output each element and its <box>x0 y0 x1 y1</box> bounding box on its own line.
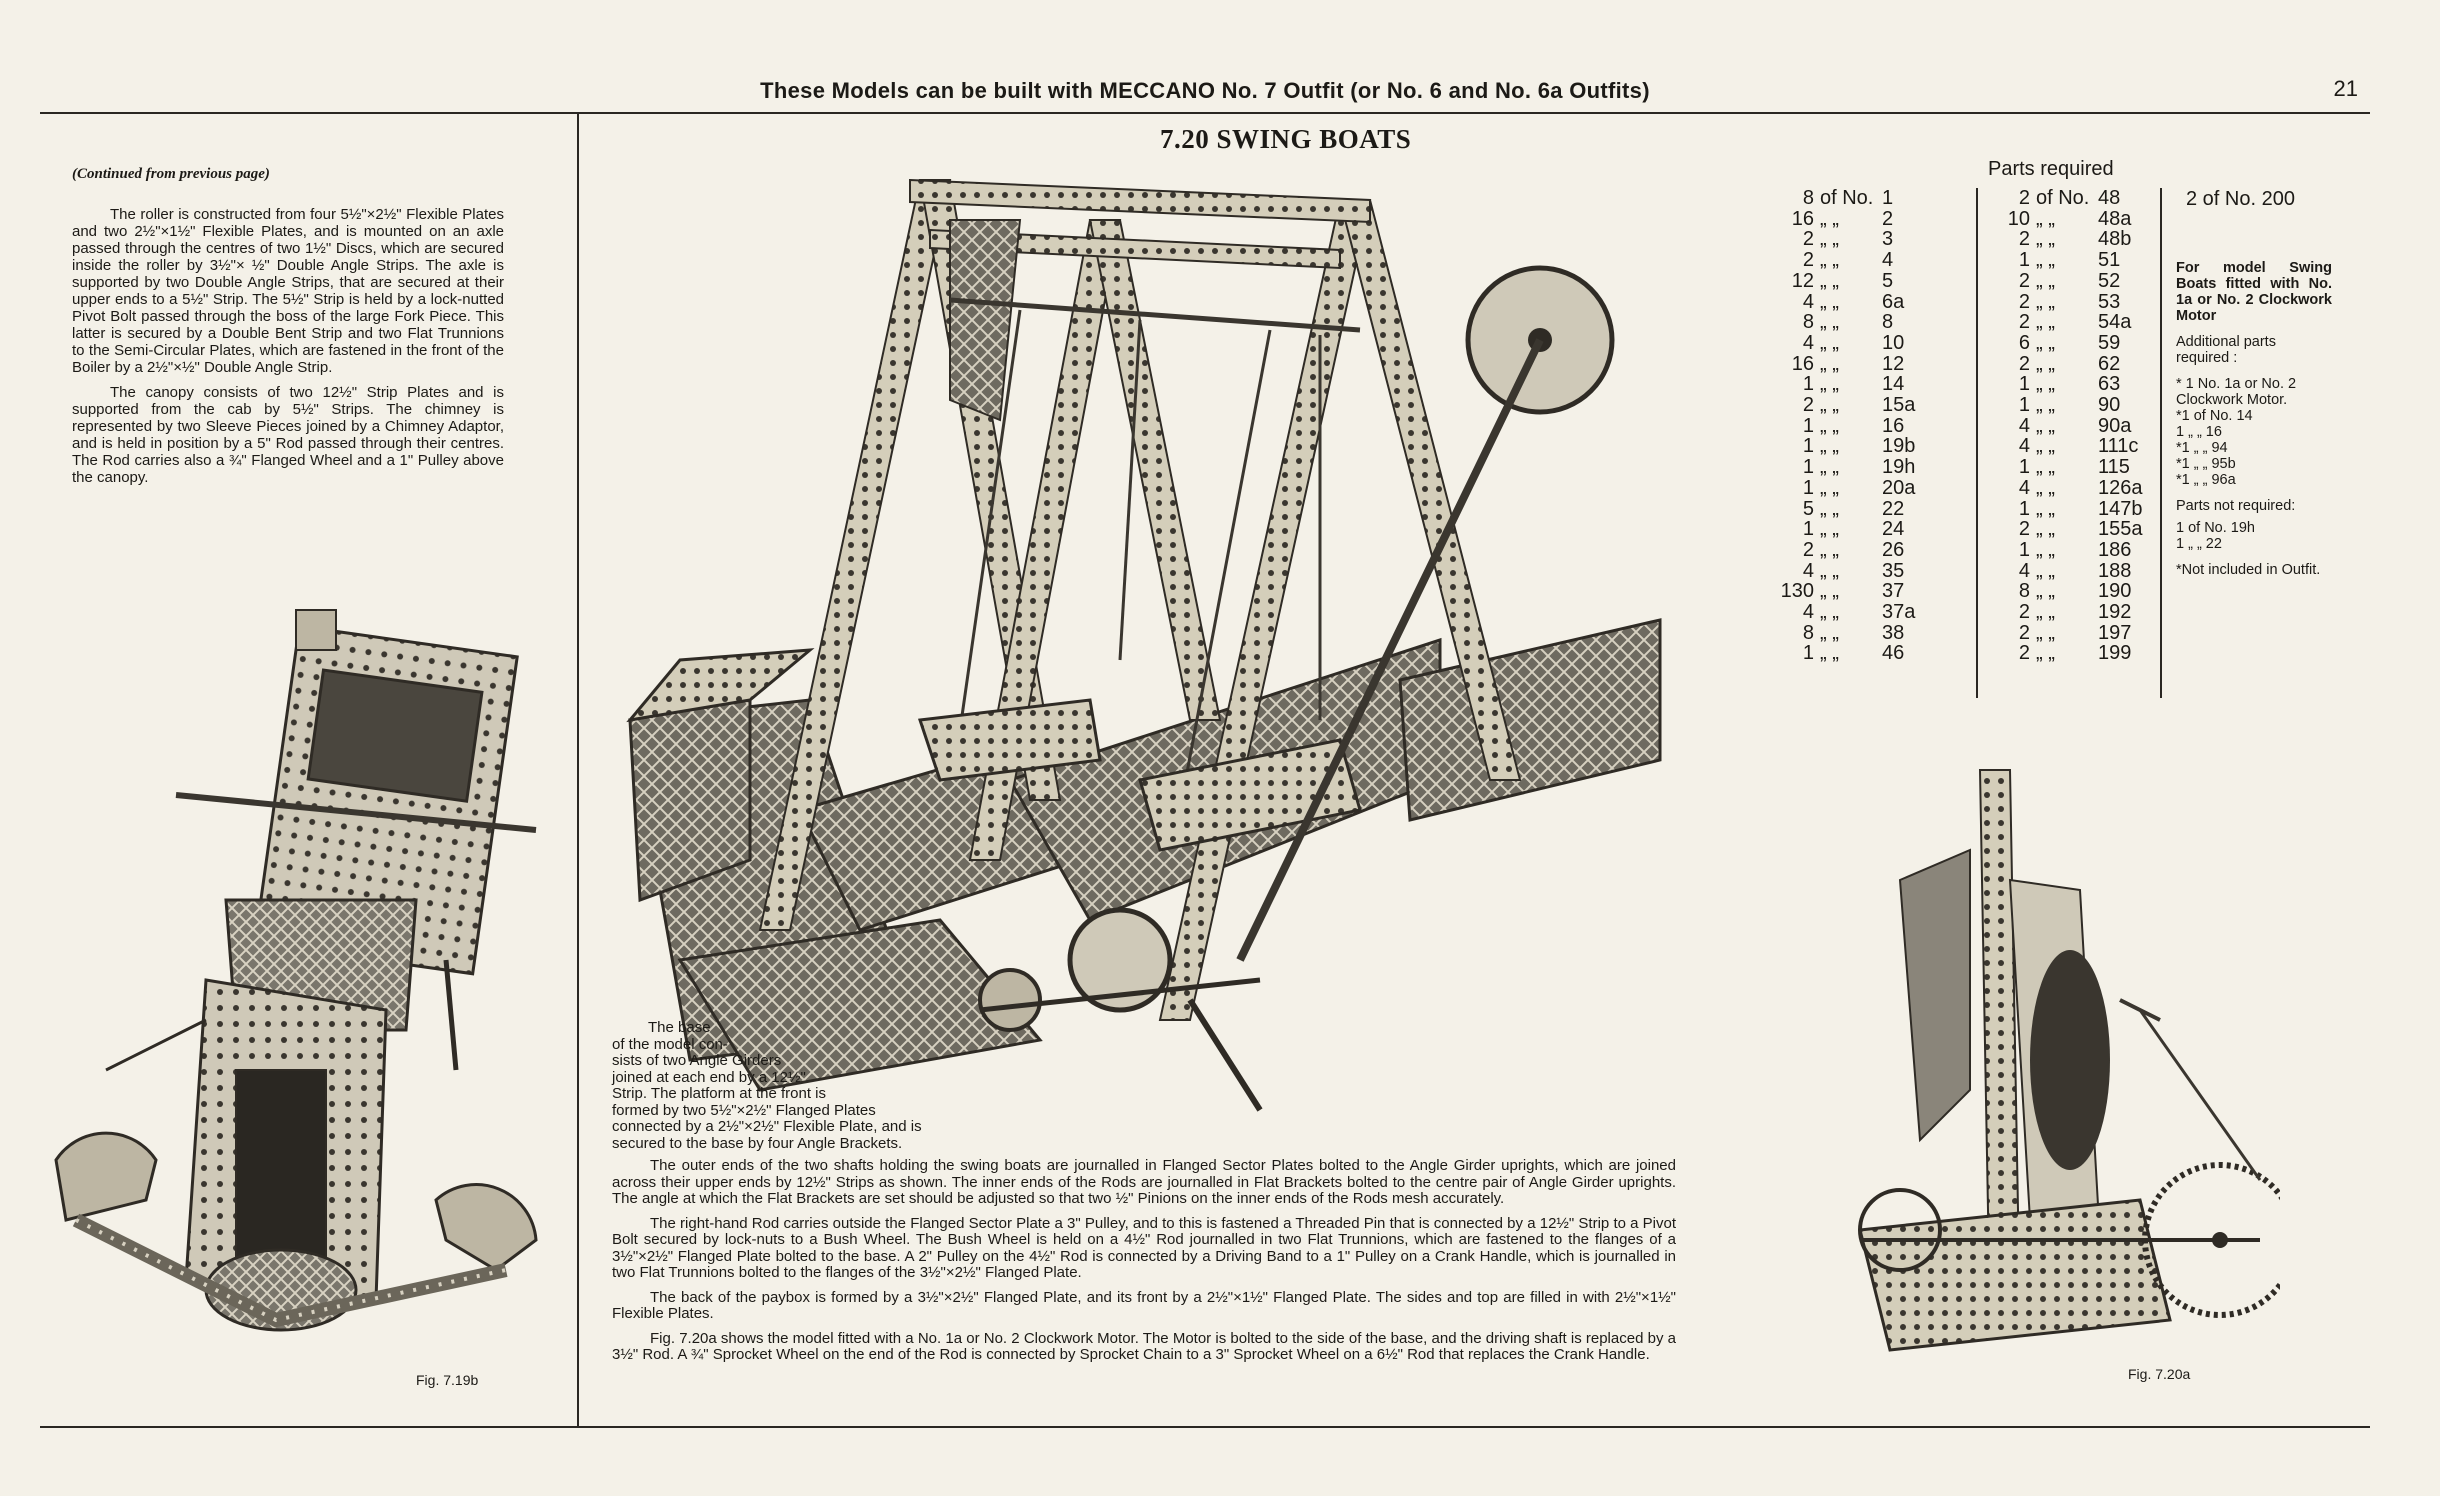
parts-of: „ „ <box>1820 331 1839 354</box>
parts-of: „ „ <box>1820 373 1839 396</box>
parts-qty: 8 <box>1802 311 1814 334</box>
parts-num: 37 <box>1882 580 1905 603</box>
parts-of: of No. <box>1820 187 1874 209</box>
caption-line: Strip. The platform at the front is <box>612 1085 826 1102</box>
parts-of: „ „ <box>1820 538 1839 561</box>
parts-row <box>1770 581 1934 602</box>
parts-of: of No. <box>2036 187 2090 209</box>
parts-qty: 4 <box>1802 290 1814 313</box>
parts-of: „ „ <box>2036 290 2055 313</box>
parts-qty: 1 <box>2018 373 2030 396</box>
parts-row <box>1770 333 1934 354</box>
parts-row <box>1986 623 2150 644</box>
parts-num: 90a <box>2098 414 2132 437</box>
parts-qty: 6 <box>2018 331 2030 354</box>
paragraph: Fig. 7.20a shows the model fitted with a No. 1a or No. 2 Clockwork Motor. The Motor is bolted to the side of the base, and the driving shaft is replaced by a 3½" Rod. A ¾" Sprocket Wheel on the end of the Rod is connected by Sprocket Chain to a 3" Sprocket Wheel on a 6½" Rod that replaces the Crank Handle. <box>612 1329 1676 1363</box>
parts-of: „ „ <box>2036 228 2055 251</box>
parts-row <box>1770 271 1934 292</box>
parts-of: „ „ <box>1820 290 1839 313</box>
parts-num: 197 <box>2098 621 2132 644</box>
parts-of: „ „ <box>1820 621 1839 644</box>
parts-num: 48a <box>2098 207 2132 230</box>
parts-note-line: * 1 No. 1a or No. 2 <box>2176 376 2297 392</box>
parts-num: 2 <box>1882 207 1894 230</box>
parts-num: 126a <box>2098 476 2143 499</box>
parts-row <box>1986 478 2150 499</box>
parts-num: 24 <box>1882 518 1905 541</box>
parts-qty: 2 <box>1802 538 1814 561</box>
motor-heading: For model Swing Boats fitted with No. 1a or No. 2 Clockwork Motor <box>2176 260 2332 324</box>
caption-line: sists of two Angle Girders <box>612 1052 782 1069</box>
parts-num: 48b <box>2098 228 2132 251</box>
parts-qty: 1 <box>1802 435 1814 458</box>
paragraph: The right-hand Rod carries outside the Flanged Sector Plate a 3" Pulley, and to this is fastened a Threaded Pin that is connected by a 12½" Strip to a Pivot Bolt secured by lock-nuts to a Bush Wheel. The Bush Wheel is held on a 4½" Rod journalled in two Flat Trunnions, which are fastened to the flanges of a 3½"×2½" Flanged Plate bolted to the base. A 2" Pulley on the 4½" Rod is connected by a Driving Band to a 1" Pulley on a Crank Handle, which is journalled in two Flat Trunnions bolted to the flanges of the 3½"×2½" Flanged Plate. <box>612 1214 1676 1281</box>
not-required-items <box>2176 520 2332 552</box>
parts-row <box>1770 374 1934 395</box>
parts-qty: 8 <box>2018 580 2030 603</box>
parts-of: „ „ <box>1820 311 1839 334</box>
parts-qty: 2 <box>2018 187 2030 209</box>
parts-row <box>1770 643 1934 664</box>
parts-note-line: 1 of No. 19h <box>2176 520 2255 536</box>
parts-row <box>1770 499 1934 520</box>
parts-of: „ „ <box>2036 456 2055 479</box>
parts-num: 186 <box>2098 538 2132 561</box>
parts-of: „ „ <box>2036 414 2055 437</box>
parts-of: „ „ <box>2036 518 2055 541</box>
parts-divider <box>1976 188 1978 698</box>
parts-num: 15a <box>1882 394 1916 417</box>
parts-qty: 2 <box>2018 601 2030 624</box>
parts-qty: 2 <box>2018 269 2030 292</box>
steam-roller-model-illustration <box>36 600 556 1340</box>
parts-num: 14 <box>1882 373 1905 396</box>
parts-of: „ „ <box>2036 331 2055 354</box>
parts-qty: 8 <box>1802 621 1814 644</box>
parts-num: 38 <box>1882 621 1905 644</box>
parts-of: „ „ <box>2036 435 2055 458</box>
parts-of: „ „ <box>2036 559 2055 582</box>
parts-num: 190 <box>2098 580 2132 603</box>
additional-items <box>2176 376 2332 488</box>
parts-qty: 130 <box>1780 580 1814 603</box>
parts-row <box>1770 354 1934 375</box>
parts-qty: 1 <box>1802 414 1814 437</box>
parts-num: 20a <box>1882 476 1916 499</box>
parts-of: „ „ <box>1820 249 1839 272</box>
parts-qty: 2 <box>2018 518 2030 541</box>
parts-num: 59 <box>2098 331 2121 354</box>
parts-num: 111c <box>2098 435 2139 458</box>
parts-of: „ „ <box>1820 497 1839 520</box>
parts-row <box>1986 643 2150 664</box>
parts-row <box>1770 436 1934 457</box>
parts-qty: 1 <box>1802 456 1814 479</box>
parts-of: „ „ <box>2036 373 2055 396</box>
parts-row <box>1986 499 2150 520</box>
parts-of: „ „ <box>1820 228 1839 251</box>
parts-note-line: 1 „ „ 16 <box>2176 424 2222 440</box>
parts-note-line: 1 „ „ 22 <box>2176 536 2222 552</box>
parts-num: 10 <box>1882 331 1905 354</box>
column-divider <box>577 114 579 1426</box>
parts-qty: 2 <box>2018 290 2030 313</box>
parts-of: „ „ <box>2036 207 2055 230</box>
parts-row <box>1986 188 2150 209</box>
parts-num: 115 <box>2098 456 2130 479</box>
parts-qty: 2 <box>2018 621 2030 644</box>
caption-line: formed by two 5½"×2½" Flanged Plates <box>612 1101 876 1119</box>
parts-of: „ „ <box>1820 269 1839 292</box>
caption-line: of the model con- <box>612 1035 728 1053</box>
parts-row <box>1770 561 1934 582</box>
parts-num: 12 <box>1882 352 1905 375</box>
parts-num: 35 <box>1882 559 1905 582</box>
parts-row <box>1770 519 1934 540</box>
parts-num: 52 <box>2098 269 2121 292</box>
parts-row <box>1770 623 1934 644</box>
parts-num: 48 <box>2098 187 2121 209</box>
parts-row <box>1986 540 2150 561</box>
parts-of: „ „ <box>2036 497 2055 520</box>
parts-qty: 1 <box>1802 518 1814 541</box>
continued-note: (Continued from previous page) <box>72 166 270 182</box>
base-caption <box>612 1020 982 1152</box>
parts-num: 4 <box>1882 249 1894 272</box>
swing-boats-model-illustration <box>620 160 1680 1120</box>
parts-qty: 2 <box>1802 249 1814 272</box>
figure-label: Fig. 7.19b <box>416 1372 479 1388</box>
parts-qty: 2 <box>1802 394 1814 417</box>
left-text-block <box>72 206 504 494</box>
parts-row <box>1986 581 2150 602</box>
parts-row <box>1770 395 1934 416</box>
parts-row <box>1770 209 1934 230</box>
parts-row <box>1986 354 2150 375</box>
parts-row <box>1986 395 2150 416</box>
parts-header: Parts required <box>1988 158 2114 180</box>
parts-num: 6a <box>1882 290 1905 313</box>
parts-row <box>1986 561 2150 582</box>
parts-row <box>1986 602 2150 623</box>
parts-num: 16 <box>1882 414 1905 437</box>
caption-line: connected by a 2½"×2½" Flexible Plate, and is <box>612 1118 922 1135</box>
parts-qty: 1 <box>1802 476 1814 499</box>
figure-label: Fig. 7.20a <box>2128 1366 2191 1382</box>
footer-rule <box>40 1426 2370 1428</box>
parts-num: 19b <box>1882 435 1916 458</box>
parts-qty: 1 <box>2018 249 2030 272</box>
parts-num: 46 <box>1882 642 1905 665</box>
parts-qty: 1 <box>2018 497 2030 520</box>
footnote: *Not included in Outfit. <box>2176 562 2321 578</box>
parts-of: „ „ <box>2036 476 2055 499</box>
parts-divider <box>2160 188 2162 698</box>
parts-row <box>1986 436 2150 457</box>
parts-note-line: *1 of No. 14 <box>2176 408 2253 424</box>
parts-row <box>1986 416 2150 437</box>
parts-num: 3 <box>1882 228 1894 251</box>
parts-qty: 2 <box>2018 311 2030 334</box>
parts-row <box>1986 519 2150 540</box>
parts-of: „ „ <box>1820 642 1839 665</box>
parts-qty: 1 <box>1802 642 1814 665</box>
parts-num: 22 <box>1882 497 1905 520</box>
paragraph: The outer ends of the two shafts holding the swing boats are journalled in Flanged Sector Plates bolted to the Angle Girder uprights, which are joined across their upper ends by 12½" Strips as shown. The inner ends of the Rods are journalled in Flat Brackets bolted to the centre pair of Angle Girder uprights. The angle at which the Flat Brackets are set should be adjusted so that two ½" Pinions on the inner ends of the Rods mesh accurately. <box>612 1157 1676 1207</box>
parts-num: 188 <box>2098 559 2132 582</box>
parts-num: 54a <box>2098 311 2132 334</box>
paragraph: The roller is constructed from four 5½"×2½" Flexible Plates and two 2½"×1½" Flexible Plates, and is mounted on an axle passed through the centres of two 1½" Discs, which are secured inside the roller by 3½"× ½" Double Angle Strips. The axle is supported by two Double Angle Strips, that are secured at their upper ends to a 5½" Strip. The 5½" Strip is held by a lock-nutted Pivot Bolt passed through the boss of the large Fork Piece. This latter is secured by a Double Bent Strip and two Flat Trunnions to the Semi-Circular Plates, which are fastened in the front of the Boiler by a 2½"×½" Double Angle Strip. <box>72 206 504 376</box>
not-required-heading: Parts not required: <box>2176 498 2296 514</box>
parts-note-line: *1 „ „ 96a <box>2176 472 2236 488</box>
parts-row <box>1986 292 2150 313</box>
parts-qty: 1 <box>1802 373 1814 396</box>
parts-row <box>1770 602 1934 623</box>
parts-of: „ „ <box>1820 352 1839 375</box>
page-number: 21 <box>2333 76 2358 101</box>
caption-line: The base <box>648 1019 711 1036</box>
parts-row <box>1770 457 1934 478</box>
parts-row <box>1770 250 1934 271</box>
parts-qty: 1 <box>2018 538 2030 561</box>
paragraph: The canopy consists of two 12½" Strip Plates and is supported from the cab by 5½" Strips. The chimney is represented by two Sleeve Pieces joined by a Chimney Adaptor, and is held in position by a 5" Rod passed through their centres. The Rod carries also a ¾" Flanged Wheel and a 1" Pulley above the canopy. <box>72 384 504 486</box>
parts-qty: 4 <box>2018 414 2030 437</box>
parts-column-3: 2 of No. 200 <box>2186 188 2295 210</box>
parts-num: 37a <box>1882 601 1916 624</box>
parts-of: „ „ <box>1820 601 1839 624</box>
parts-row <box>1770 312 1934 333</box>
parts-of: „ „ <box>2036 311 2055 334</box>
parts-qty: 4 <box>1802 331 1814 354</box>
parts-num: 8 <box>1882 311 1894 334</box>
parts-num: 62 <box>2098 352 2121 375</box>
parts-of: „ „ <box>1820 476 1839 499</box>
parts-qty: 4 <box>1802 601 1814 624</box>
parts-num: 155a <box>2098 518 2143 541</box>
parts-num: 199 <box>2098 642 2132 665</box>
parts-row <box>1986 209 2150 230</box>
parts-qty: 4 <box>2018 476 2030 499</box>
page-header-title: These Models can be built with MECCANO No. 7 Outfit (or No. 6 and No. 6a Outfits) <box>760 78 1650 103</box>
parts-of: „ „ <box>1820 456 1839 479</box>
parts-qty: 2 <box>2018 642 2030 665</box>
additional-heading: Additional parts required : <box>2176 334 2276 366</box>
caption-line: secured to the base by four Angle Brackets. <box>612 1134 903 1152</box>
parts-qty: 4 <box>2018 435 2030 458</box>
parts-row <box>1770 229 1934 250</box>
parts-qty: 2 <box>2018 352 2030 375</box>
parts-num: 19h <box>1882 456 1916 479</box>
parts-of: „ „ <box>1820 207 1839 230</box>
parts-of: „ „ <box>2036 621 2055 644</box>
parts-of: „ „ <box>1820 559 1839 582</box>
parts-row <box>1986 333 2150 354</box>
parts-qty: 5 <box>1802 497 1814 520</box>
parts-row <box>1770 540 1934 561</box>
parts-qty: 16 <box>1791 352 1814 375</box>
parts-of: „ „ <box>1820 435 1839 458</box>
parts-row <box>1770 292 1934 313</box>
parts-row <box>1770 478 1934 499</box>
parts-of: „ „ <box>1820 518 1839 541</box>
motor-note <box>2176 260 2332 578</box>
parts-qty: 16 <box>1791 207 1814 230</box>
parts-qty: 8 <box>1802 187 1814 209</box>
parts-num: 53 <box>2098 290 2121 313</box>
main-text-block <box>612 1158 1676 1372</box>
parts-of: „ „ <box>2036 352 2055 375</box>
parts-column-2 <box>1986 188 2150 664</box>
parts-num: 90 <box>2098 394 2121 417</box>
parts-qty: 4 <box>1802 559 1814 582</box>
parts-qty: 12 <box>1791 269 1814 292</box>
parts-of: „ „ <box>1820 394 1839 417</box>
parts-of: „ „ <box>2036 249 2055 272</box>
parts-qty: 1 <box>2018 456 2030 479</box>
parts-qty: 1 <box>2018 394 2030 417</box>
parts-of: „ „ <box>2036 601 2055 624</box>
caption-line: joined at each end by a 12½" <box>612 1068 806 1086</box>
parts-num: 51 <box>2098 249 2121 272</box>
parts-num: 192 <box>2098 601 2132 624</box>
parts-of: „ „ <box>2036 580 2055 603</box>
parts-num: 5 <box>1882 269 1894 292</box>
parts-num: 63 <box>2098 373 2121 396</box>
parts-row <box>1986 250 2150 271</box>
parts-of: „ „ <box>2036 269 2055 292</box>
parts-row <box>1986 457 2150 478</box>
parts-row <box>1770 416 1934 437</box>
model-title: 7.20 SWING BOATS <box>1160 124 1412 154</box>
parts-note-line: *1 „ „ 94 <box>2176 440 2228 456</box>
parts-qty: 4 <box>2018 559 2030 582</box>
parts-of: „ „ <box>2036 394 2055 417</box>
parts-qty: 10 <box>2007 207 2030 230</box>
parts-num: 26 <box>1882 538 1905 561</box>
paragraph: The back of the paybox is formed by a 3½"×2½" Flanged Plate, and its front by a 2½"×1½" Flanged Plate. The sides and top are filled in with 2½"×1½" Flexible Plates. <box>612 1288 1676 1322</box>
parts-row <box>1986 229 2150 250</box>
parts-row <box>1986 271 2150 292</box>
parts-row <box>1770 188 1934 209</box>
parts-of: „ „ <box>2036 642 2055 665</box>
parts-num: 147b <box>2098 497 2143 520</box>
parts-column-1 <box>1770 188 1934 664</box>
parts-row <box>1986 374 2150 395</box>
parts-num: 1 <box>1882 187 1894 209</box>
parts-note-line: Clockwork Motor. <box>2176 392 2288 408</box>
parts-row <box>1986 312 2150 333</box>
parts-qty: 2 <box>1802 228 1814 251</box>
parts-of: „ „ <box>2036 538 2055 561</box>
parts-of: „ „ <box>1820 580 1839 603</box>
clockwork-motor-drive-illustration <box>1840 760 2280 1360</box>
parts-qty: 2 <box>2018 228 2030 251</box>
parts-of: „ „ <box>1820 414 1839 437</box>
page-header <box>40 72 2370 114</box>
parts-note-line: *1 „ „ 95b <box>2176 456 2236 472</box>
